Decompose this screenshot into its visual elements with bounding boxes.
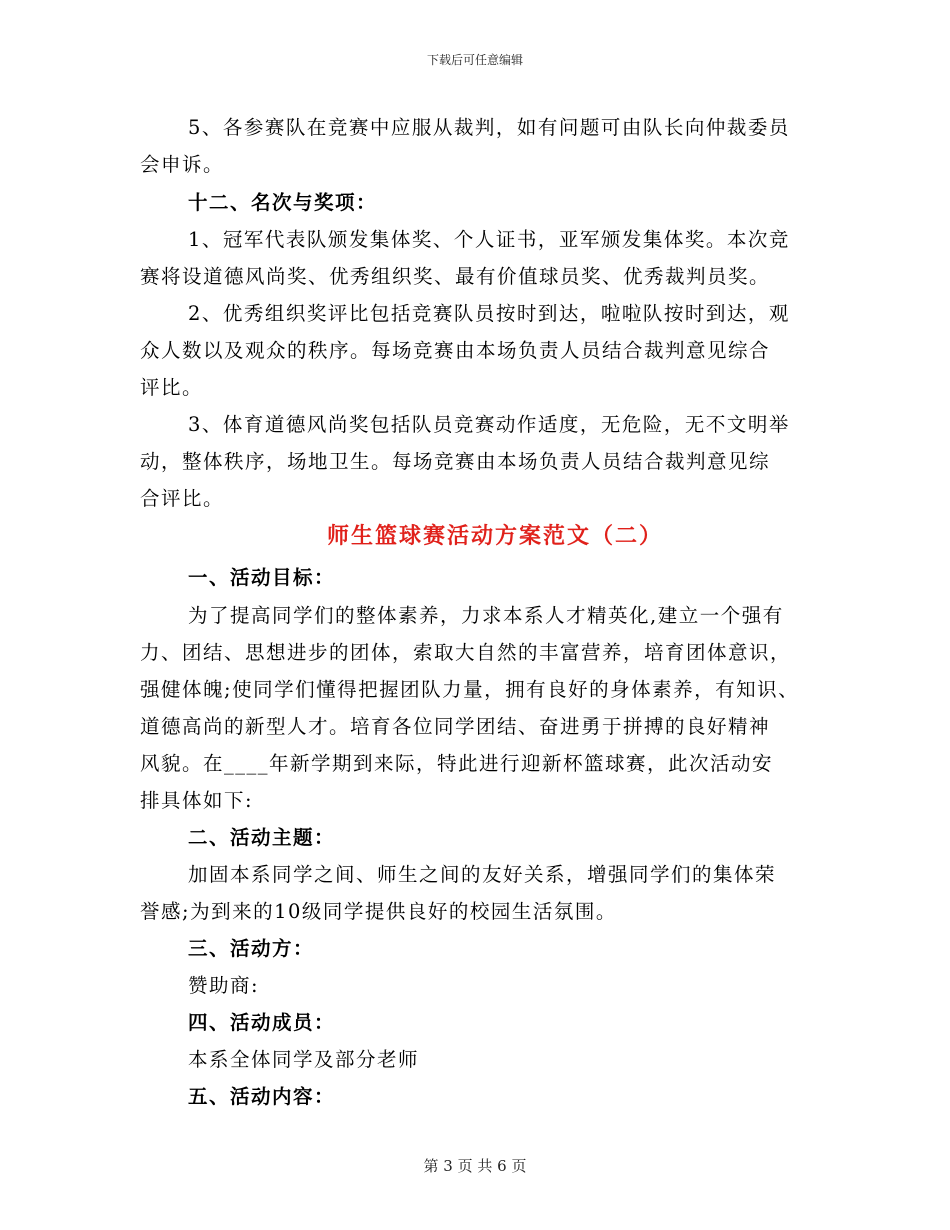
section-heading: 一、活动目标： bbox=[188, 566, 336, 589]
paragraph-line: 动，整体秩序，场地卫生。每场竞赛由本场负责人员结合裁判意见综 bbox=[140, 450, 771, 473]
section-heading: 四、活动成员： bbox=[188, 1011, 336, 1034]
paragraph-line: 合评比。 bbox=[140, 487, 225, 510]
page-footer: 第 3 页 共 6 页 bbox=[423, 1157, 527, 1175]
paragraph-line: 3、体育道德风尚奖包括队员竞赛动作适度，无危险，无不文明举 bbox=[188, 413, 790, 436]
paragraph-line: 赛将设道德风尚奖、优秀组织奖、最有价值球员奖、优秀裁判员奖。 bbox=[140, 265, 771, 288]
page-header: 下载后可任意编辑 bbox=[426, 53, 523, 67]
paragraph-line: 强健体魄;使同学们懂得把握团队力量，拥有良好的身体素养，有知识、 bbox=[140, 678, 800, 701]
paragraph-line: 加固本系同学之间、师生之间的友好关系，增强同学们的集体荣 bbox=[188, 863, 777, 886]
section-heading: 五、活动内容： bbox=[188, 1085, 336, 1108]
paragraph-line: 风貌。在____年新学期到来际，特此进行迎新杯篮球赛，此次活动安 bbox=[140, 752, 774, 775]
paragraph-line: 1、冠军代表队颁发集体奖、个人证书，亚军颁发集体奖。本次竞 bbox=[188, 228, 790, 251]
paragraph-line: 誉感;为到来的10级同学提供良好的校园生活氛围。 bbox=[140, 900, 617, 923]
paragraph-line: 排具体如下: bbox=[140, 789, 254, 812]
paragraph-line: 会申诉。 bbox=[140, 153, 225, 176]
section-heading: 二、活动主题： bbox=[188, 826, 336, 849]
paragraph-line: 众人数以及观众的秩序。每场竞赛由本场负责人员结合裁判意见综合 bbox=[140, 339, 771, 362]
paragraph-line: 力、团结、思想进步的团体，索取大自然的丰富营养，培育团体意识， bbox=[140, 641, 792, 664]
paragraph-line: 为了提高同学们的整体素养，力求本系人才精英化,建立一个强有 bbox=[188, 604, 784, 627]
section-heading: 十二、名次与奖项： bbox=[188, 191, 378, 214]
paragraph-line: 赞助商: bbox=[188, 974, 260, 997]
paragraph-line: 2、优秀组织奖评比包括竞赛队员按时到达，啦啦队按时到达，观 bbox=[188, 302, 790, 325]
paragraph-line: 本系全体同学及部分老师 bbox=[188, 1048, 420, 1071]
section-heading: 三、活动方： bbox=[188, 937, 315, 960]
paragraph-line: 5、各参赛队在竞赛中应服从裁判，如有问题可由队长向仲裁委员 bbox=[188, 116, 790, 139]
paragraph-line: 道德高尚的新型人才。培育各位同学团结、奋进勇于拼搏的良好精神 bbox=[140, 715, 771, 738]
paragraph-line: 评比。 bbox=[140, 376, 204, 399]
document-title: 师生篮球赛活动方案范文（二） bbox=[326, 523, 663, 549]
